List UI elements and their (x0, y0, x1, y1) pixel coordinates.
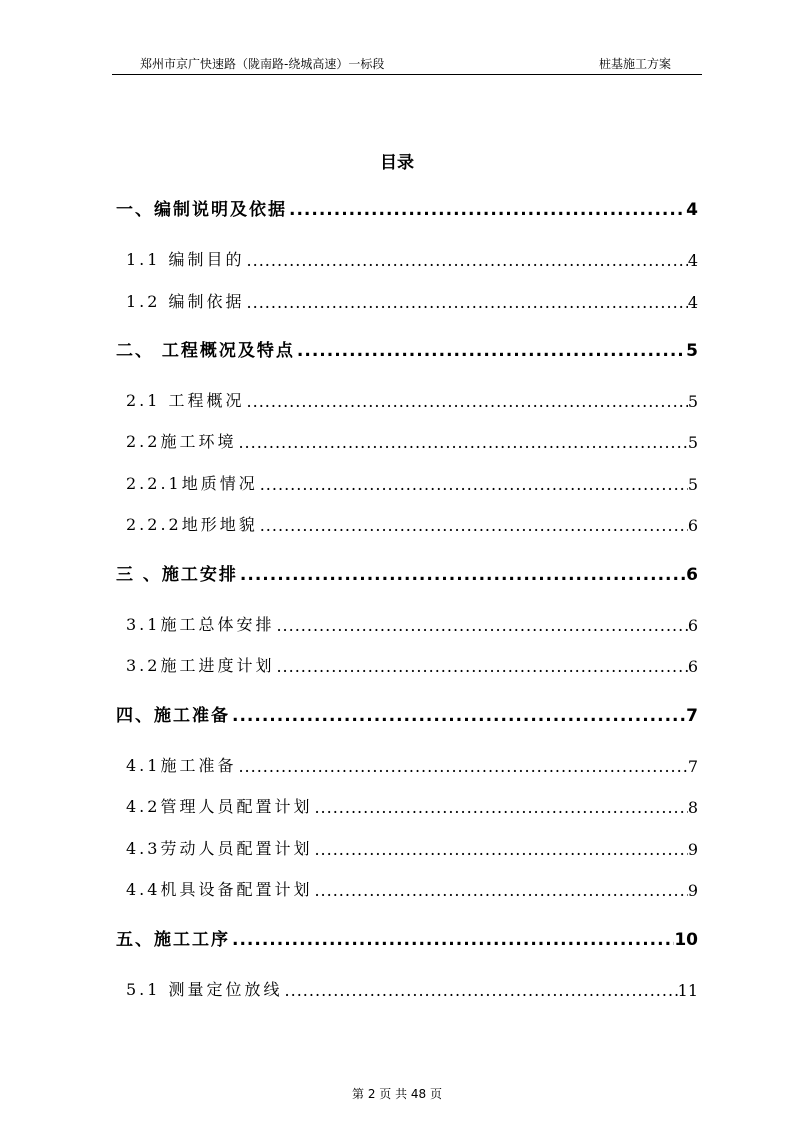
toc-leader-dots (295, 341, 686, 361)
toc-entry-label: 3.1施工总体安排 (126, 615, 275, 634)
toc-entry-page-number: 7 (686, 706, 698, 726)
toc-leader-dots (283, 981, 678, 1000)
toc-entry[interactable] (126, 793, 698, 817)
toc-entry[interactable] (126, 611, 698, 635)
toc-entry-page-number: 5 (686, 341, 698, 361)
toc-entry[interactable] (126, 428, 698, 452)
toc-entry-label: 2.1 工程概况 (126, 391, 245, 410)
toc-entry-page-number: 11 (677, 981, 698, 1000)
toc-title: 目录 (380, 153, 414, 173)
toc-leader-dots (274, 616, 687, 635)
toc-entry-label: 3.2施工进度计划 (126, 656, 275, 675)
toc-entry-label: 5.1 测量定位放线 (126, 980, 283, 999)
toc-leader-dots (287, 200, 686, 220)
toc-entry[interactable] (126, 387, 698, 411)
toc-leader-dots (312, 881, 687, 900)
toc-entry-label: 2.2.2地形地貌 (126, 515, 258, 534)
toc-entry-page-number: 6 (687, 616, 698, 635)
toc-entry[interactable] (126, 470, 698, 494)
toc-entry-page-number: 6 (687, 516, 698, 535)
toc-entry-page-number: 5 (687, 392, 698, 411)
toc-entry-page-number: 4 (687, 293, 698, 312)
page-footer: 第 2 页 共 48 页 (352, 1087, 442, 1101)
toc-entry[interactable] (126, 835, 698, 859)
header-project-name: 郑州市京广快速路（陇南路-绕城高速）一标段 (140, 57, 385, 71)
toc-entry-label: 一、编制说明及依据 (116, 200, 287, 220)
toc-entry-page-number: 7 (687, 757, 698, 776)
toc-entry-label: 4.1施工准备 (126, 756, 237, 775)
toc-entry-label: 4.3劳动人员配置计划 (126, 839, 313, 858)
toc-entry-page-number: 4 (687, 251, 698, 270)
toc-entry-label: 1.1 编制目的 (126, 250, 245, 269)
toc-entry-label: 1.2 编制依据 (126, 292, 245, 311)
toc-leader-dots (230, 706, 686, 726)
toc-entry-label: 2.2.1地质情况 (126, 474, 258, 493)
toc-leader-dots (245, 293, 688, 312)
toc-entry-label: 三 、施工安排 (116, 565, 238, 585)
toc-leader-dots (258, 475, 688, 494)
toc-entry[interactable] (126, 876, 698, 900)
toc-entry-page-number: 9 (687, 840, 698, 859)
toc-entry-page-number: 4 (686, 200, 698, 220)
toc-entry[interactable] (126, 652, 698, 676)
toc-entry[interactable] (116, 702, 698, 726)
toc-entry-page-number: 10 (674, 930, 698, 950)
toc-entry[interactable] (116, 561, 698, 585)
toc-leader-dots (238, 565, 686, 585)
toc-entry[interactable] (116, 337, 698, 361)
toc-entry-label: 4.4机具设备配置计划 (126, 880, 313, 899)
toc-entry[interactable] (126, 511, 698, 535)
toc-entry[interactable] (126, 288, 698, 312)
toc-entry-label: 五、施工工序 (116, 930, 230, 950)
toc-entry[interactable] (126, 246, 698, 270)
toc-leader-dots (312, 840, 687, 859)
toc-leader-dots (236, 757, 687, 776)
toc-entry[interactable] (116, 196, 698, 220)
toc-entry[interactable] (126, 752, 698, 776)
toc-entry-page-number: 6 (686, 565, 698, 585)
toc-leader-dots (274, 657, 687, 676)
toc-entry-label: 2.2施工环境 (126, 432, 237, 451)
toc-entry-label: 4.2管理人员配置计划 (126, 797, 313, 816)
toc-leader-dots (245, 392, 688, 411)
toc-leader-dots (245, 251, 688, 270)
toc-entry[interactable] (116, 926, 698, 950)
toc-leader-dots (258, 516, 688, 535)
toc-entry-page-number: 5 (687, 475, 698, 494)
toc-entry[interactable] (126, 976, 698, 1000)
toc-leader-dots (230, 930, 674, 950)
header-document-type: 桩基施工方案 (598, 57, 671, 71)
toc-leader-dots (236, 433, 687, 452)
toc-entry-page-number: 5 (687, 433, 698, 452)
toc-entry-label: 四、施工准备 (116, 706, 230, 726)
toc-entry-page-number: 9 (687, 881, 698, 900)
toc-entry-page-number: 8 (687, 798, 698, 817)
toc-entry-label: 二、 工程概况及特点 (116, 341, 295, 361)
toc-entry-page-number: 6 (687, 657, 698, 676)
toc-leader-dots (312, 798, 687, 817)
